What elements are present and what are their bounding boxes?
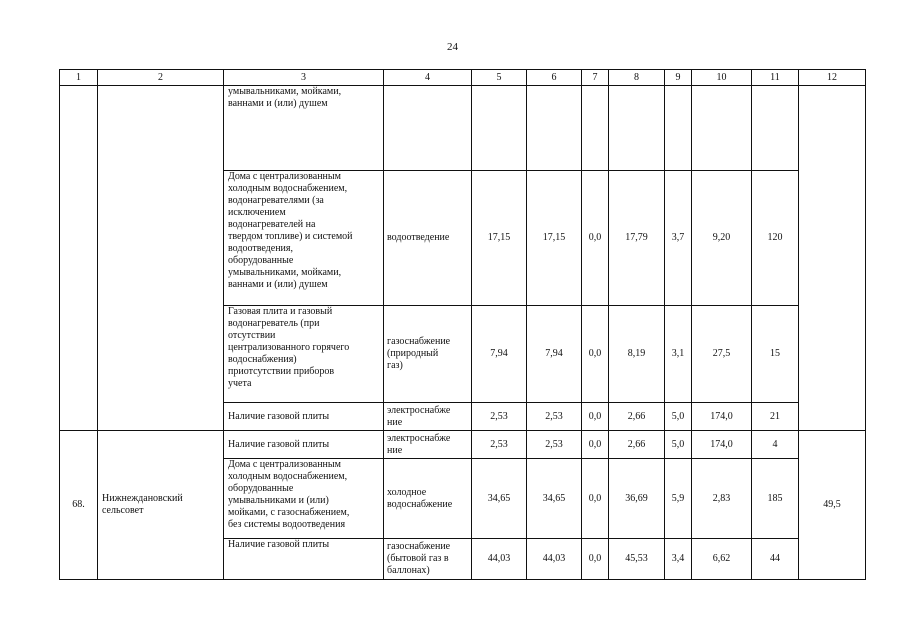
value-cell: 17,79	[609, 171, 665, 306]
service-cell: холодное водоснабжение	[384, 459, 472, 539]
value-cell	[752, 86, 799, 171]
header-cell: 8	[609, 70, 665, 86]
value-cell: 0,0	[582, 403, 609, 431]
description-cell: Дома с централизованным холодным водоснабжением, оборудованные умывальниками и (или) мойками, с газоснабжением, без системы водоотведения	[224, 459, 384, 539]
description-cell: умывальниками, мойками, ваннами и (или) душем	[224, 86, 384, 171]
value-cell: 8,19	[609, 306, 665, 403]
service-cell: водоотведение	[384, 171, 472, 306]
value-cell: 185	[752, 459, 799, 539]
value-cell	[665, 86, 692, 171]
value-cell: 2,83	[692, 459, 752, 539]
header-cell: 2	[98, 70, 224, 86]
value-cell: 174,0	[692, 403, 752, 431]
row-number-cell	[60, 86, 98, 431]
tariff-table	[59, 69, 866, 580]
header-row	[60, 70, 866, 86]
service-cell: электроснабже ние	[384, 431, 472, 459]
header-cell: 7	[582, 70, 609, 86]
header-cell: 1	[60, 70, 98, 86]
table-row	[60, 86, 866, 171]
value-cell	[527, 86, 582, 171]
description-cell: Дома с централизованным холодным водоснабжением, водонагревателями (за исключением водонагревателей на твердом топливе) и системой водоотведения, оборудованные умывальниками, мойками, ваннами и (или) душем	[224, 171, 384, 306]
description-cell: Наличие газовой плиты	[224, 539, 384, 580]
header-cell: 10	[692, 70, 752, 86]
value-cell	[799, 86, 866, 431]
value-cell: 2,53	[472, 403, 527, 431]
header-cell: 9	[665, 70, 692, 86]
description-cell: Газовая плита и газовый водонагреватель (при отсутствии централизованного горячего водоснабжения) приотсутствии приборов учета	[224, 306, 384, 403]
value-cell: 5,0	[665, 403, 692, 431]
value-cell: 0,0	[582, 306, 609, 403]
value-cell: 2,66	[609, 431, 665, 459]
value-cell: 0,0	[582, 539, 609, 580]
value-cell: 2,53	[527, 403, 582, 431]
service-cell: газоснабжение (бытовой газ в баллонах)	[384, 539, 472, 580]
service-cell: газоснабжение (природный газ)	[384, 306, 472, 403]
value-cell	[582, 86, 609, 171]
service-cell	[384, 86, 472, 171]
value-cell: 0,0	[582, 431, 609, 459]
value-cell: 7,94	[472, 306, 527, 403]
page-number: 24	[447, 41, 458, 53]
description-cell: Наличие газовой плиты	[224, 403, 384, 431]
header-cell: 3	[224, 70, 384, 86]
value-cell: 3,7	[665, 171, 692, 306]
value-cell: 34,65	[527, 459, 582, 539]
value-cell: 17,15	[472, 171, 527, 306]
value-cell: 2,66	[609, 403, 665, 431]
value-cell: 0,0	[582, 459, 609, 539]
value-cell: 7,94	[527, 306, 582, 403]
value-cell	[609, 86, 665, 171]
value-cell: 2,53	[527, 431, 582, 459]
value-cell: 9,20	[692, 171, 752, 306]
value-cell: 36,69	[609, 459, 665, 539]
header-cell: 5	[472, 70, 527, 86]
value-cell: 4	[752, 431, 799, 459]
value-cell: 44,03	[527, 539, 582, 580]
header-cell: 6	[527, 70, 582, 86]
value-cell: 44,03	[472, 539, 527, 580]
value-cell: 174,0	[692, 431, 752, 459]
value-cell: 6,62	[692, 539, 752, 580]
value-cell: 45,53	[609, 539, 665, 580]
value-cell: 21	[752, 403, 799, 431]
service-cell: электроснабже ние	[384, 403, 472, 431]
value-cell: 44	[752, 539, 799, 580]
value-cell: 17,15	[527, 171, 582, 306]
col12-value-cell: 49,5	[799, 431, 866, 580]
header-cell: 12	[799, 70, 866, 86]
value-cell: 3,4	[665, 539, 692, 580]
table-row	[60, 431, 866, 459]
value-cell	[692, 86, 752, 171]
value-cell: 120	[752, 171, 799, 306]
settlement-cell: Нижнеждановский сельсовет	[98, 431, 224, 580]
value-cell: 15	[752, 306, 799, 403]
value-cell: 5,9	[665, 459, 692, 539]
description-cell: Наличие газовой плиты	[224, 431, 384, 459]
value-cell: 2,53	[472, 431, 527, 459]
value-cell	[472, 86, 527, 171]
value-cell: 5,0	[665, 431, 692, 459]
header-cell: 4	[384, 70, 472, 86]
value-cell: 27,5	[692, 306, 752, 403]
value-cell: 34,65	[472, 459, 527, 539]
row-number-cell: 68.	[60, 431, 98, 580]
header-cell: 11	[752, 70, 799, 86]
value-cell: 0,0	[582, 171, 609, 306]
settlement-cell	[98, 86, 224, 431]
value-cell: 3,1	[665, 306, 692, 403]
